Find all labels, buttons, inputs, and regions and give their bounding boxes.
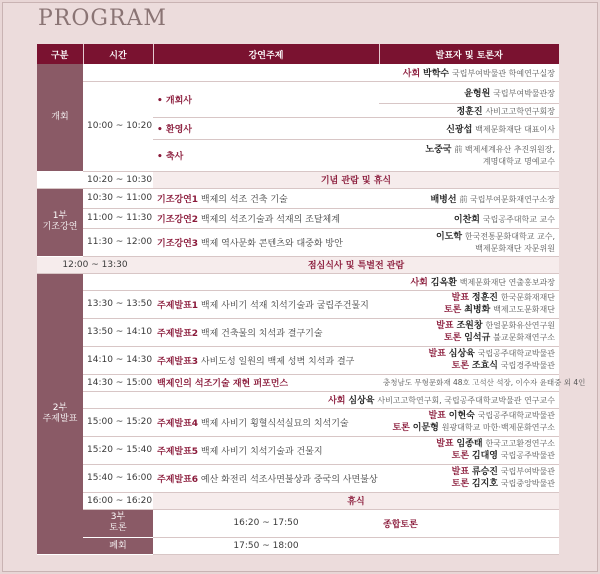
table-row: • 축사 노중국 前 백제세계유산 추진위원장, 계명대학교 명예교수 [37, 139, 559, 171]
table-row: 13:50 ~ 14:10 주제발표2 백제 건축물의 치석과 결구기술 발표 조원창 한얼문화유산연구원 토론 임석규 불교문화재연구소 [37, 318, 559, 346]
table-row: 15:00 ~ 15:20 주제발표4 백제 사비기 횡혈식석실묘의 치석기술 발표 이현숙 국립공주대학교박물관 토론 이문형 원광대학교 마한·백제문화연구소 [37, 408, 559, 436]
category-keynote: 1부 기조강연 [37, 188, 83, 256]
table-row: 14:10 ~ 14:30 주제발표3 사비도성 일원의 백제 성벽 치석과 결구 발표 심상육 국립공주대학교박물관 토론 조효식 국립경주박물관 [37, 346, 559, 374]
table-row: 10:00 ~ 10:20 • 개회사 윤형원 국립부여박물관장 [37, 81, 559, 103]
table-row: 11:30 ~ 12:00 기조강연3 백제 역사문화 콘텐츠와 대중화 방안 이도학 한국전통문화대학교 교수, 백제문화재단 자문위원 [37, 228, 559, 256]
table-row: 12:00 ~ 13:30 점심식사 및 특별전 관람 [37, 256, 559, 273]
table-row: 1부 기조강연 10:30 ~ 11:00 기조강연1 백제의 석조 건축 기술 배병선 前 국립부여문화재연구소장 [37, 188, 559, 208]
table-row: 13:30 ~ 13:50 주제발표1 백제 사비기 석재 치석기술과 굴립주건물지 발표 정훈진 한국문화재재단 토론 최병화 백제고도문화재단 [37, 290, 559, 318]
table-row: 16:00 ~ 16:20 휴식 [37, 492, 559, 509]
table-row: 14:30 ~ 15:00 백제인의 석조기술 재현 퍼포먼스 충청남도 무형문화재 48호 고석산 석장, 이수자 윤태중 외 4인 [37, 374, 559, 391]
table-row: 사회 심상육 사비고고학연구회, 국립공주대학교박물관 연구교수 [37, 391, 559, 408]
program-table [37, 44, 586, 555]
category-discussion: 3부 토론 [83, 509, 153, 537]
congrats-speech: • 축사 [157, 151, 184, 162]
table-row: 15:20 ~ 15:40 주제발표5 백제 사비기 치석기술과 건물지 발표 임종태 한국고고환경연구소 토론 김대영 국립공주박물관 [37, 436, 559, 464]
category-closing: 폐회 [83, 537, 153, 554]
table-row: 10:20 ~ 10:30 기념 관람 및 휴식 [37, 171, 559, 188]
header-time: 시간 [83, 44, 153, 64]
table-row: 2부 주제발표 사회 김옥환 백제문화재단 연출홍보과장 [37, 273, 559, 290]
time-cell: 10:00 ~ 10:20 [83, 81, 153, 171]
table-row: 폐회 17:50 ~ 18:00 [37, 537, 559, 554]
welcome-speech: • 환영사 [157, 124, 192, 135]
table-row: 3부 토론 16:20 ~ 17:50 종합토론 [37, 509, 559, 537]
table-row: 11:00 ~ 11:30 기조강연2 백제의 석조기술과 석재의 조달체계 이찬희 국립공주대학교 교수 [37, 208, 559, 228]
table-row: 정훈진 사비고고학연구회장 [37, 103, 559, 117]
table-header [37, 44, 559, 64]
table-row: 15:40 ~ 16:00 주제발표6 예산 화전리 석조사면불상과 중국의 사면불상 발표 류승진 국립부여박물관 토론 김지호 국립중앙박물관 [37, 464, 559, 492]
category-opening: 개회 [37, 64, 83, 171]
header-topic: 강연주제 [153, 44, 379, 64]
table-row [37, 64, 559, 81]
header-speaker: 발표자 및 토론자 [379, 44, 559, 64]
opening-speech: • 개회사 [157, 95, 192, 106]
table-row: • 환영사 신광섭 백제문화재단 대표이사 [37, 117, 559, 139]
host-cell: 사회 박학수 국립부여박물관 학예연구실장 [379, 64, 559, 81]
header-category: 구분 [37, 44, 83, 64]
break-cell: 기념 관람 및 휴식 [153, 171, 559, 188]
category-presentation: 2부 주제발표 [37, 273, 83, 554]
page-title: PROGRAM [38, 6, 167, 31]
